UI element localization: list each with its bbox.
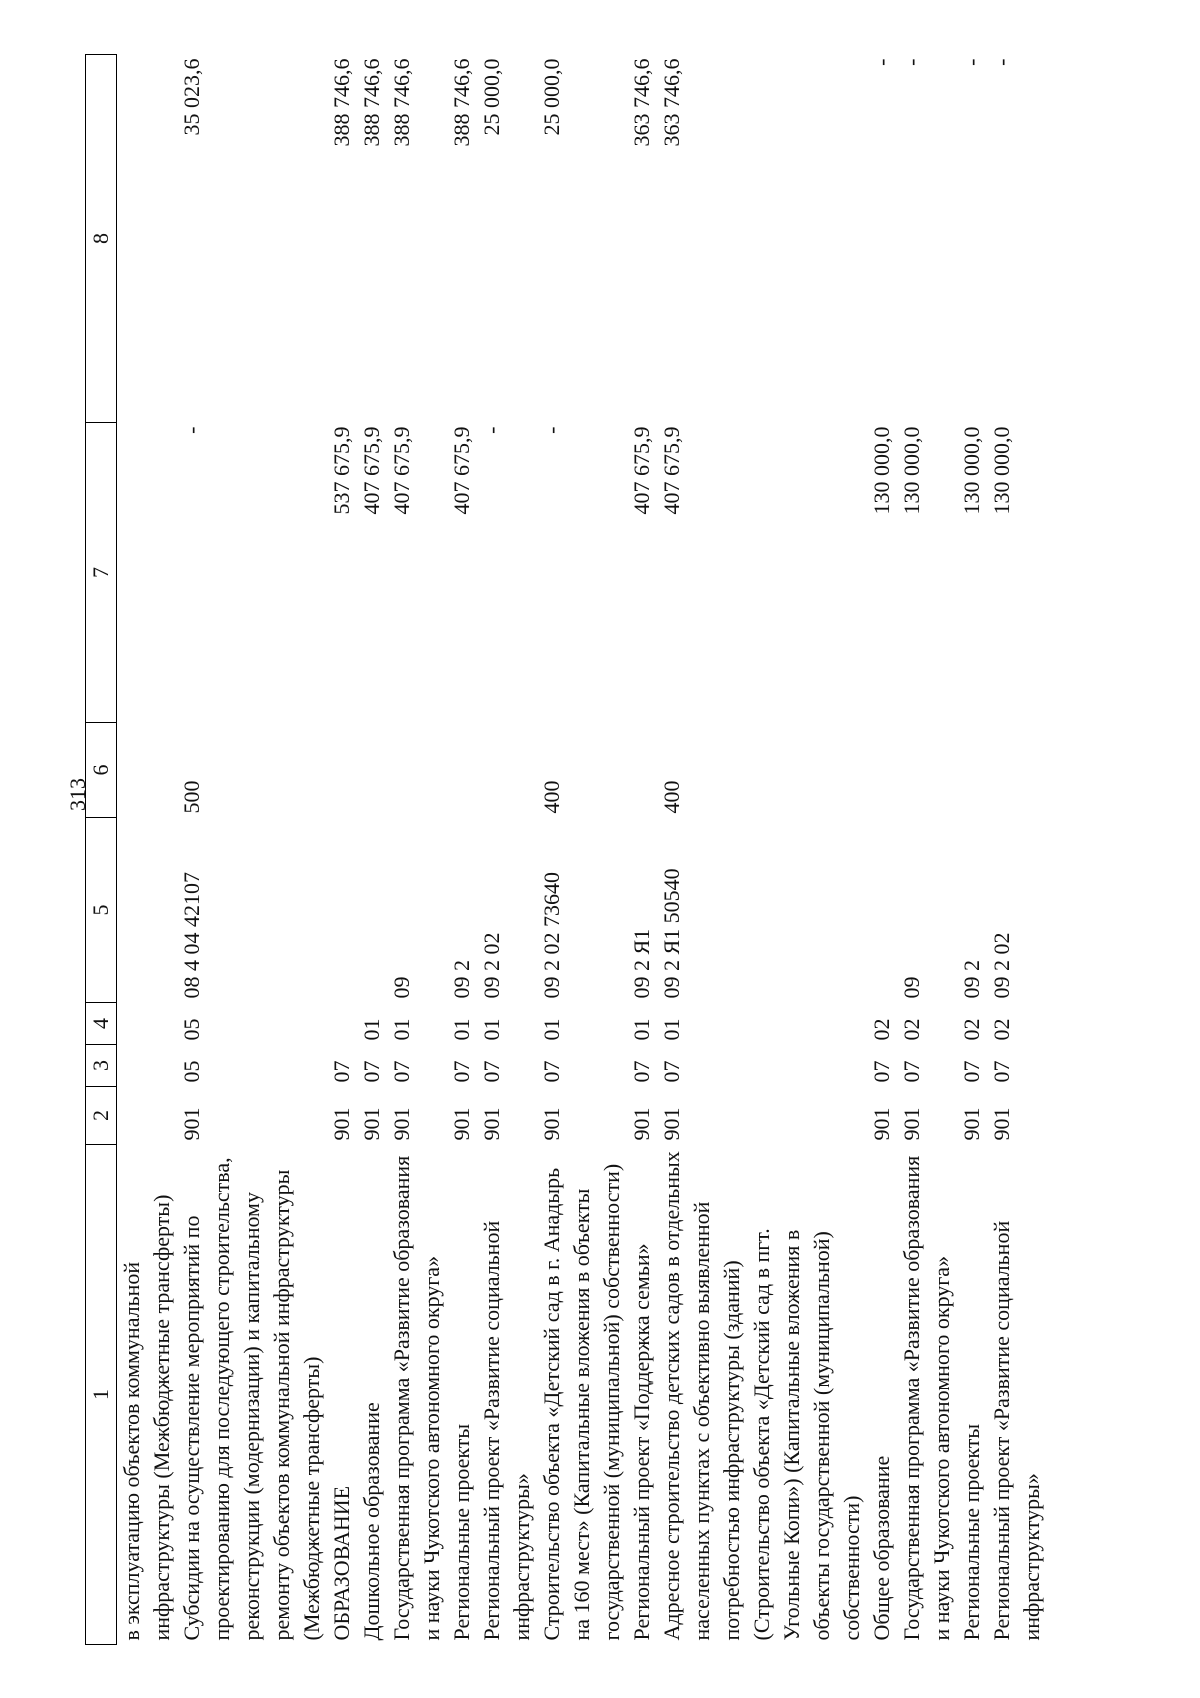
row-cell-col-6 [117, 723, 178, 818]
row-name-cell: Дошкольное образование [359, 1402, 384, 1641]
row-cell-col-4: 01 [539, 1018, 564, 1041]
column-header: 6 [86, 723, 117, 818]
row-cell-col-6 [447, 723, 477, 818]
row-cell-col-4 [327, 1003, 357, 1045]
row-cell-col-3: 07 [869, 1060, 894, 1083]
row-cell-col-8: 25 000,0 [539, 58, 564, 136]
row-name-cell: Региональные проекты [959, 1423, 984, 1641]
row-cell-col-8: 388 746,6 [359, 58, 384, 147]
row-cell-col-7: 130 000,0 [869, 426, 894, 515]
row-cell-col-2: 901 [389, 1107, 414, 1141]
row-cell-col-6 [477, 723, 537, 818]
row-cell-col-4: 01 [389, 1018, 414, 1041]
row-cell-col-7: 407 675,9 [629, 426, 654, 515]
row-cell-col-5: 09 2 02 [479, 932, 504, 999]
table-row [117, 55, 178, 1645]
row-cell-col-5 [867, 818, 897, 1003]
table-row [657, 55, 867, 1645]
row-cell-col-7: 537 675,9 [329, 426, 354, 515]
row-cell-col-8: 363 746,6 [629, 58, 654, 147]
column-header: 1 [86, 1145, 117, 1645]
row-cell-col-8: - [959, 58, 984, 66]
row-cell-col-6 [897, 723, 957, 818]
row-cell-col-5: 09 2 [449, 960, 474, 999]
row-cell-col-6 [987, 723, 1047, 818]
row-cell-col-3: 07 [359, 1060, 384, 1083]
row-cell-col-8 [117, 55, 178, 423]
row-name-cell: Общее образование [869, 1455, 894, 1641]
row-cell-col-3: 07 [479, 1060, 504, 1083]
row-cell-col-8: - [869, 58, 894, 66]
row-name-cell: Государственная программа «Развитие образования и науки Чукотского автономного округа» [899, 1155, 954, 1641]
row-cell-col-5: 09 2 02 [989, 932, 1014, 999]
row-cell-col-3: 07 [449, 1060, 474, 1083]
row-cell-col-7: 130 000,0 [989, 426, 1014, 515]
row-cell-col-2 [117, 1087, 178, 1145]
row-cell-col-7: 407 675,9 [359, 426, 384, 515]
row-cell-col-7 [117, 423, 178, 723]
row-name-cell: Государственная программа «Развитие образования и науки Чукотского автономного округа» [389, 1155, 444, 1641]
row-cell-col-7: 407 675,9 [389, 426, 414, 515]
row-cell-col-6 [957, 723, 987, 818]
row-cell-col-8: - [989, 58, 1014, 66]
row-cell-col-3: 07 [539, 1060, 564, 1083]
row-cell-col-8: 363 746,6 [659, 58, 684, 147]
row-cell-col-2: 901 [449, 1107, 474, 1141]
row-cell-col-3: 07 [989, 1060, 1014, 1083]
row-cell-col-8: 388 746,6 [449, 58, 474, 147]
row-name-cell: Субсидии на осуществление мероприятий по проектированию для последующего строительства, реконструкции (модернизации) и капитальному ремонту объектов коммунальной инфраструктуры (Межбюджетные трансферты) [179, 1157, 324, 1641]
row-cell-col-2: 901 [659, 1107, 684, 1141]
row-cell-col-4: 02 [899, 1018, 924, 1041]
row-cell-col-3 [117, 1045, 178, 1087]
row-cell-col-2: 901 [899, 1107, 924, 1141]
table-row [177, 55, 327, 1645]
row-cell-col-4: 01 [629, 1018, 654, 1041]
table-row [447, 55, 477, 1645]
table-row [357, 55, 387, 1645]
row-name-cell: Региональный проект «Развитие социальной инфраструктуры» [479, 1220, 534, 1641]
row-cell-col-5: 09 [899, 976, 924, 999]
row-cell-col-2: 901 [869, 1107, 894, 1141]
row-cell-col-5 [117, 818, 178, 1003]
table-row [957, 55, 987, 1645]
table-row [477, 55, 537, 1645]
row-cell-col-2: 901 [959, 1107, 984, 1141]
table-row [627, 55, 657, 1645]
row-cell-col-6: 400 [659, 780, 684, 814]
row-name-cell: в эксплуатацию объектов коммунальной инфраструктуры (Межбюджетные трансферты) [119, 1194, 174, 1641]
row-cell-col-4: 01 [479, 1018, 504, 1041]
row-cell-col-3: 07 [329, 1060, 354, 1083]
row-cell-col-6: 400 [539, 780, 564, 814]
row-cell-col-2: 901 [179, 1107, 204, 1141]
row-cell-col-5: 09 2 Я1 [629, 928, 654, 999]
column-header: 5 [86, 818, 117, 1003]
column-header: 2 [86, 1087, 117, 1145]
row-cell-col-7: 130 000,0 [899, 426, 924, 515]
row-cell-col-3: 07 [959, 1060, 984, 1083]
row-cell-col-2: 901 [479, 1107, 504, 1141]
row-cell-col-5 [327, 818, 357, 1003]
row-cell-col-7: - [479, 426, 504, 434]
row-cell-col-8: 35 023,6 [179, 58, 204, 136]
row-cell-col-4: 01 [659, 1018, 684, 1041]
table-row [867, 55, 897, 1645]
row-cell-col-6 [627, 723, 657, 818]
row-name-cell: Адресное строительство детских садов в отдельных населенных пунктах с объективно выявленной потребностью инфраструктуры (зданий) (Строительство объекта «Детский сад в пгт. Угольные Копи») (Капитальные вложения в объекты государственной (муниципальной) собственности) [659, 1151, 864, 1641]
row-name-cell: Региональные проекты [449, 1423, 474, 1641]
row-cell-col-2: 901 [359, 1107, 384, 1141]
row-cell-col-5: 09 2 Я1 50540 [659, 868, 684, 999]
row-cell-col-5: 09 [389, 976, 414, 999]
row-cell-col-8: 388 746,6 [329, 58, 354, 147]
row-cell-col-6 [867, 723, 897, 818]
row-cell-col-5: 09 2 [959, 960, 984, 999]
row-cell-col-4: 01 [359, 1018, 384, 1041]
row-cell-col-4: 01 [449, 1018, 474, 1041]
row-cell-col-2: 901 [329, 1107, 354, 1141]
row-cell-col-6 [327, 723, 357, 818]
table-row [537, 55, 627, 1645]
row-cell-col-4: 05 [179, 1018, 204, 1041]
row-name-cell: ОБРАЗОВАНИЕ [329, 1485, 354, 1641]
row-name-cell: Региональный проект «Развитие социальной инфраструктуры» [989, 1220, 1044, 1641]
column-header: 7 [86, 423, 117, 723]
row-cell-col-3: 07 [629, 1060, 654, 1083]
row-cell-col-4: 02 [869, 1018, 894, 1041]
column-header: 4 [86, 1003, 117, 1045]
row-cell-col-4: 02 [959, 1018, 984, 1041]
row-cell-col-3: 07 [899, 1060, 924, 1083]
row-cell-col-6 [387, 723, 447, 818]
column-header: 3 [86, 1045, 117, 1087]
row-cell-col-7: 407 675,9 [449, 426, 474, 515]
row-cell-col-7: 407 675,9 [659, 426, 684, 515]
row-cell-col-3: 07 [659, 1060, 684, 1083]
table-row [987, 55, 1047, 1645]
row-cell-col-2: 901 [989, 1107, 1014, 1141]
row-cell-col-2: 901 [539, 1107, 564, 1141]
row-cell-col-3: 05 [179, 1060, 204, 1083]
budget-table [85, 54, 1047, 1645]
table-row [897, 55, 957, 1645]
row-cell-col-2: 901 [629, 1107, 654, 1141]
page-number: 313 [65, 778, 90, 811]
row-cell-col-7: 130 000,0 [959, 426, 984, 515]
row-name-cell: Региональный проект «Поддержка семьи» [629, 1243, 654, 1641]
column-header: 8 [86, 55, 117, 423]
row-cell-col-8: - [899, 58, 924, 66]
row-cell-col-8: 25 000,0 [479, 58, 504, 136]
table-row [387, 55, 447, 1645]
table-row [327, 55, 357, 1645]
row-cell-col-4: 02 [989, 1018, 1014, 1041]
row-cell-col-6: 500 [179, 780, 204, 814]
row-cell-col-3: 07 [389, 1060, 414, 1083]
row-name-cell: Строительство объекта «Детский сад в г. Анадырь на 160 мест» (Капитальные вложения в объекты государственной (муниципальной) собственности) [539, 1163, 624, 1641]
row-cell-col-4 [117, 1003, 178, 1045]
row-cell-col-7: - [179, 426, 204, 434]
row-cell-col-5: 09 2 02 73640 [539, 872, 564, 999]
row-cell-col-8: 388 746,6 [389, 58, 414, 147]
header-row [86, 55, 117, 1645]
row-cell-col-6 [357, 723, 387, 818]
row-cell-col-5: 08 4 04 42107 [179, 872, 204, 999]
table-body [117, 55, 1048, 1645]
row-cell-col-5 [357, 818, 387, 1003]
row-cell-col-7: - [539, 426, 564, 434]
